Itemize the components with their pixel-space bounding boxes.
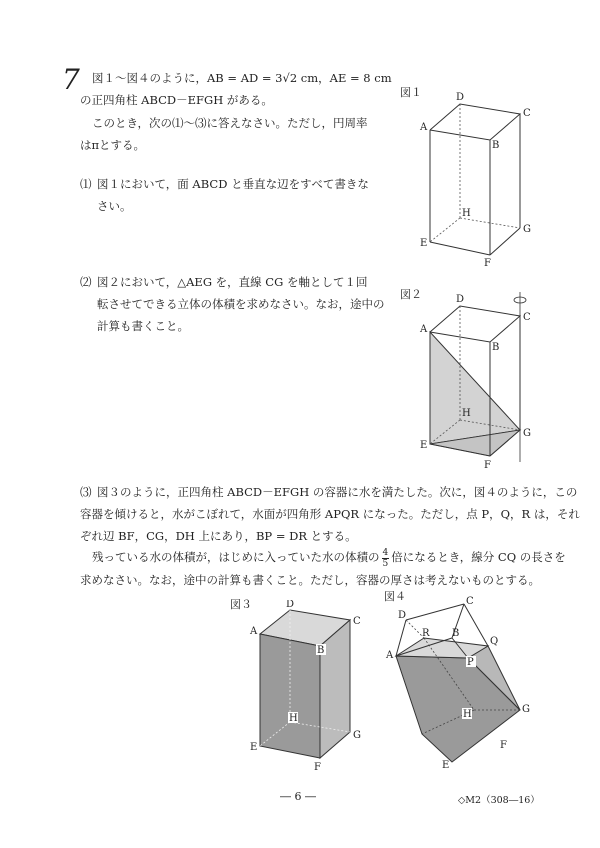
figure-1-prism — [410, 90, 540, 270]
fig1-vertex-A: A — [420, 122, 428, 133]
fig4-vertex-F: F — [500, 740, 507, 751]
fig3-vertex-A: A — [250, 626, 258, 637]
figure-3-container — [240, 600, 370, 780]
q1-number: ⑴ — [80, 177, 92, 191]
fig2-vertex-E: E — [420, 440, 428, 451]
intro-line-4: はπとする。 — [80, 138, 146, 152]
fig1-vertex-H: H — [462, 208, 471, 219]
q3-line-4-pre: 残っている水の体積が，はじめに入っていた水の体積の — [92, 550, 380, 564]
q2-line-3: 計算も書くこと。 — [97, 319, 189, 333]
fig2-vertex-H: H — [462, 408, 471, 419]
q3-line-1: 図３のように，正四角柱 ABCD－EFGH の容器に水を満たした。次に，図４のように，この — [97, 485, 578, 499]
intro-line-3: このとき，次の⑴～⑶に答えなさい。ただし，円周率 — [92, 116, 368, 130]
fig3-vertex-G: G — [353, 730, 361, 741]
fig3-vertex-F: F — [314, 762, 321, 773]
fraction-four-fifths — [382, 548, 390, 569]
q3-line-3: ぞれ辺 BF，CG，DH 上にあり，BP = DR とする。 — [80, 529, 357, 543]
fig2-vertex-D: D — [456, 294, 465, 305]
fig1-vertex-F: F — [484, 258, 491, 269]
q1-line-2: さい。 — [97, 199, 132, 213]
fig3-vertex-H: H — [289, 713, 298, 724]
fig4-vertex-A: A — [386, 650, 394, 661]
fig4-vertex-C: C — [466, 596, 474, 607]
q3-number: ⑶ — [80, 485, 92, 499]
fig4-vertex-E: E — [442, 760, 450, 771]
fig4-vertex-P: P — [467, 657, 474, 668]
q2-line-1: 図２において，△AEG を，直線 CG を軸として１回 — [97, 275, 368, 289]
q3-line-5: 求めなさい。なお，途中の計算も書くこと。ただし，容器の厚さは考えないものとする。 — [80, 573, 540, 587]
question-number: 7 — [62, 63, 80, 96]
figure-2-prism — [410, 290, 540, 470]
fig1-vertex-D: D — [456, 92, 465, 103]
fig3-vertex-C: C — [353, 616, 361, 627]
q3-line-4-post: 倍になるとき，線分 CQ の長さを — [391, 550, 566, 564]
fig2-vertex-C: C — [523, 312, 531, 323]
fig1-vertex-B: B — [492, 140, 500, 151]
fig4-label: 図４ — [384, 590, 406, 603]
fig4-vertex-B: B — [452, 628, 460, 639]
page-number: ― 6 ― — [280, 790, 316, 803]
fig4-vertex-R: R — [422, 628, 430, 639]
fraction-numerator: 4 — [382, 547, 389, 558]
fig3-vertex-D: D — [286, 600, 295, 610]
fig2-vertex-G: G — [523, 428, 531, 439]
fig2-vertex-F: F — [484, 460, 491, 470]
intro-line-2: の正四角柱 ABCD－EFGH がある。 — [80, 93, 273, 107]
fig3-vertex-E: E — [250, 742, 258, 753]
fig1-label: 図１ — [400, 86, 422, 99]
fig4-vertex-G: G — [522, 704, 530, 715]
intro-line-1: 図１～図４のように，AB = AD = 3√2 cm，AE = 8 cm — [92, 71, 392, 85]
fig4-vertex-H: H — [463, 709, 472, 720]
fig4-vertex-Q: Q — [490, 636, 499, 647]
q2-number: ⑵ — [80, 275, 92, 289]
figure-4-tilted-container — [384, 592, 534, 772]
document-code: ◇M2（308―16） — [458, 795, 540, 806]
fig3-label: 図３ — [230, 598, 252, 611]
fig1-vertex-E: E — [420, 238, 428, 249]
fig1-vertex-C: C — [523, 108, 531, 119]
fig1-vertex-G: G — [523, 224, 531, 235]
q1-line-1: 図１において，面 ABCD と垂直な辺をすべて書きな — [97, 177, 369, 191]
q3-line-4 — [92, 547, 566, 569]
fig4-vertex-D: D — [398, 610, 407, 621]
q3-line-2: 容器を傾けると，水がこぼれて，水面が四角形 APQR になった。ただし，点 P，Q，R は，それ — [80, 507, 580, 521]
fig2-vertex-B: B — [492, 342, 500, 353]
fig3-vertex-B: B — [317, 645, 325, 656]
q2-line-2: 転させてできる立体の体積を求めなさい。なお，途中の — [97, 297, 385, 311]
fig2-label: 図２ — [400, 288, 422, 301]
fig2-vertex-A: A — [420, 324, 428, 335]
fraction-denominator: 5 — [382, 558, 389, 569]
